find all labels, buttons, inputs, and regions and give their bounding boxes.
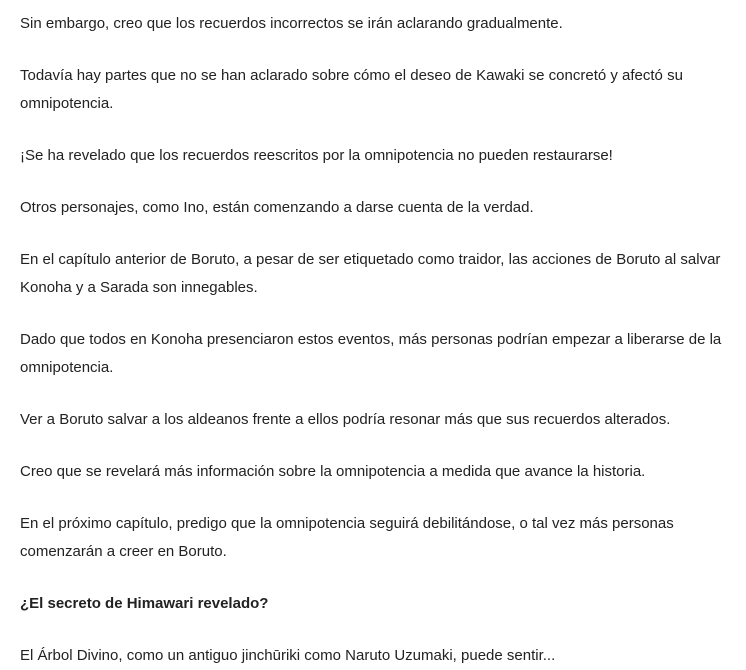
- paragraph-8: Creo que se revelará más información sobre la omnipotencia a medida que avance la historia.: [20, 463, 646, 480]
- paragraph-2: Todavía hay partes que no se han aclarado sobre cómo el deseo de Kawaki se concretó y afectó su omnipotencia.: [20, 67, 683, 112]
- section-heading: ¿El secreto de Himawari revelado?: [20, 595, 269, 612]
- paragraph-9: En el próximo capítulo, predigo que la omnipotencia seguirá debilitándose, o tal vez más personas comenzarán a creer en Boruto.: [20, 515, 674, 560]
- paragraph-6: Dado que todos en Konoha presenciaron estos eventos, más personas podrían empezar a liberarse de la omnipotencia.: [20, 331, 722, 376]
- paragraph-4: Otros personajes, como Ino, están comenzando a darse cuenta de la verdad.: [20, 199, 534, 216]
- paragraph-10: El Árbol Divino, como un antiguo jinchūriki como Naruto Uzumaki, puede sentir...: [20, 647, 556, 664]
- paragraph-3: ¡Se ha revelado que los recuerdos reescritos por la omnipotencia no pueden restaurarse!: [20, 147, 613, 164]
- paragraph-7: Ver a Boruto salvar a los aldeanos frente a ellos podría resonar más que sus recuerdos alterados.: [20, 411, 671, 428]
- paragraph-5: En el capítulo anterior de Boruto, a pesar de ser etiquetado como traidor, las acciones de Boruto al salvar Konoha y a Sarada son innegables.: [20, 251, 721, 296]
- paragraph-1: Sin embargo, creo que los recuerdos incorrectos se irán aclarando gradualmente.: [20, 15, 563, 32]
